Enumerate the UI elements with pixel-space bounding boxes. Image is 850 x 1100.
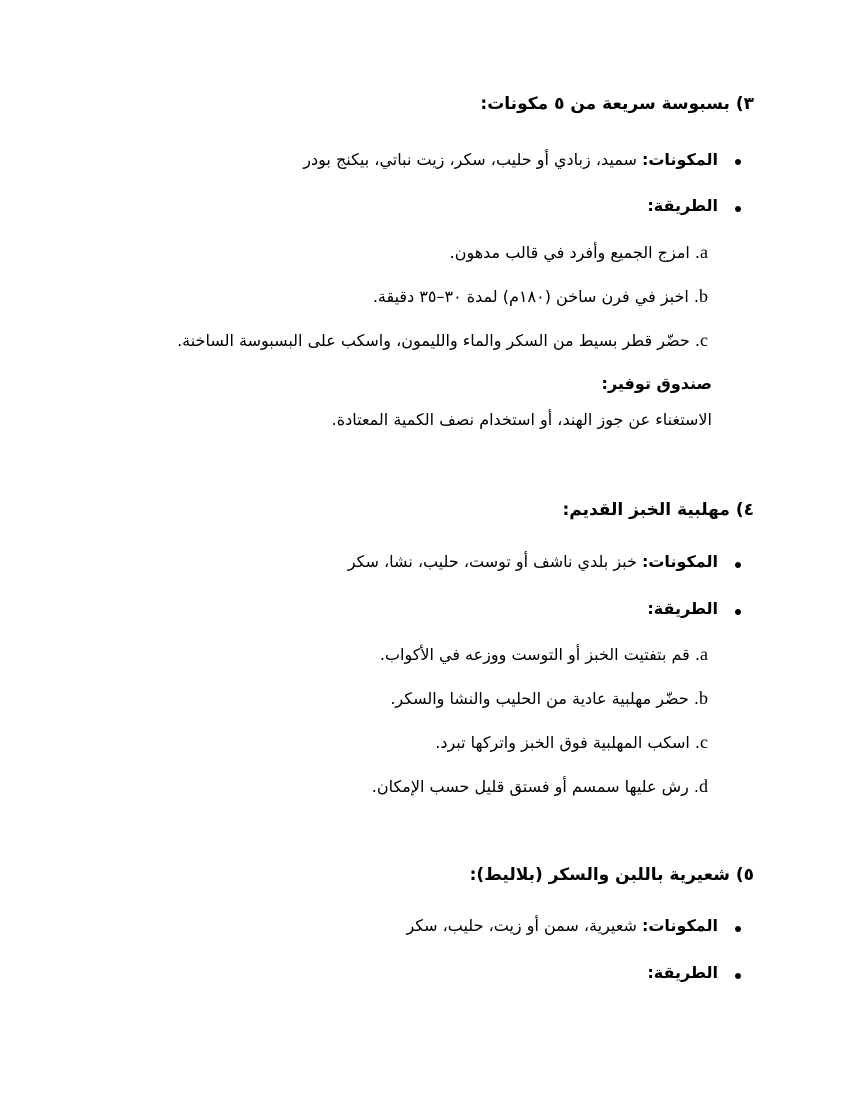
step-text: اخبز في فرن ساخن (١٨٠م) لمدة ٣٠–٣٥ دقيقة. (372, 287, 689, 306)
method-line (647, 965, 718, 981)
step-letter: a (700, 242, 708, 262)
ingredients-label: المكونات: (641, 150, 718, 169)
step-text: امزج الجميع وأفرد في قالب مدهون. (449, 243, 690, 262)
step-text: قم بتفتيت الخبز أو التوست ووزعه في الأكواب. (379, 645, 690, 664)
saving-box-title: صندوق توفير: (601, 374, 712, 393)
bullet-icon (735, 206, 741, 212)
method-line (647, 198, 718, 214)
step-item: a. قم بتفتيت الخبز أو التوست ووزعه في الأكواب. (379, 644, 708, 664)
ingredients-line (303, 152, 718, 168)
bullet-icon (735, 609, 741, 615)
step-item: d. رش عليها سمسم أو فستق قليل حسب الإمكان. (371, 776, 708, 796)
method-label: الطريقة: (647, 963, 718, 982)
method-label: الطريقة: (647, 196, 718, 215)
ingredients-line (348, 554, 718, 570)
ingredients-text: سميد، زبادي أو حليب، سكر، زيت نباتي، بيكنج بودر (303, 150, 642, 169)
step-text: رش عليها سمسم أو فستق قليل حسب الإمكان. (371, 777, 689, 796)
method-line (647, 601, 718, 617)
section-heading-bread-pudding: ٤) مهلبية الخبز القديم: (562, 500, 754, 520)
step-text: حضّر قطر بسيط من السكر والماء والليمون، واسكب على البسبوسة الساخنة. (177, 331, 690, 350)
saving-box-text: الاستغناء عن جوز الهند، أو استخدام نصف الكمية المعتادة. (331, 410, 712, 429)
step-letter: b (699, 688, 708, 708)
step-item: b. اخبز في فرن ساخن (١٨٠م) لمدة ٣٠–٣٥ دقيقة. (372, 286, 708, 306)
step-item: b. حضّر مهلبية عادية من الحليب والنشا والسكر. (390, 688, 708, 708)
bullet-icon (735, 926, 741, 932)
ingredients-line (406, 918, 718, 934)
ingredients-text: خبز بلدي ناشف أو توست، حليب، نشا، سكر (347, 552, 642, 571)
section-heading-basbousa: ٣) بسبوسة سريعة من ٥ مكونات: (480, 94, 754, 114)
ingredients-text: شعيرية، سمن أو زيت، حليب، سكر (406, 916, 642, 935)
step-letter: c (700, 732, 708, 752)
method-label: الطريقة: (647, 599, 718, 618)
step-text: حضّر مهلبية عادية من الحليب والنشا والسكر. (390, 689, 689, 708)
ingredients-label: المكونات: (641, 916, 718, 935)
ingredients-label: المكونات: (641, 552, 718, 571)
step-text: اسكب المهلبية فوق الخبز واتركها تبرد. (435, 733, 690, 752)
step-letter: a (700, 644, 708, 664)
step-letter: c (700, 330, 708, 350)
bullet-icon (735, 562, 741, 568)
step-item: c. اسكب المهلبية فوق الخبز واتركها تبرد. (435, 732, 708, 752)
step-item: a. امزج الجميع وأفرد في قالب مدهون. (449, 242, 708, 262)
step-letter: d (699, 776, 708, 796)
bullet-icon (735, 973, 741, 979)
step-item: c. حضّر قطر بسيط من السكر والماء والليمون، واسكب على البسبوسة الساخنة. (177, 330, 708, 350)
section-heading-balaleet: ٥) شعيرية باللبن والسكر (بلاليط): (469, 865, 754, 885)
bullet-icon (735, 159, 741, 165)
step-letter: b (699, 286, 708, 306)
